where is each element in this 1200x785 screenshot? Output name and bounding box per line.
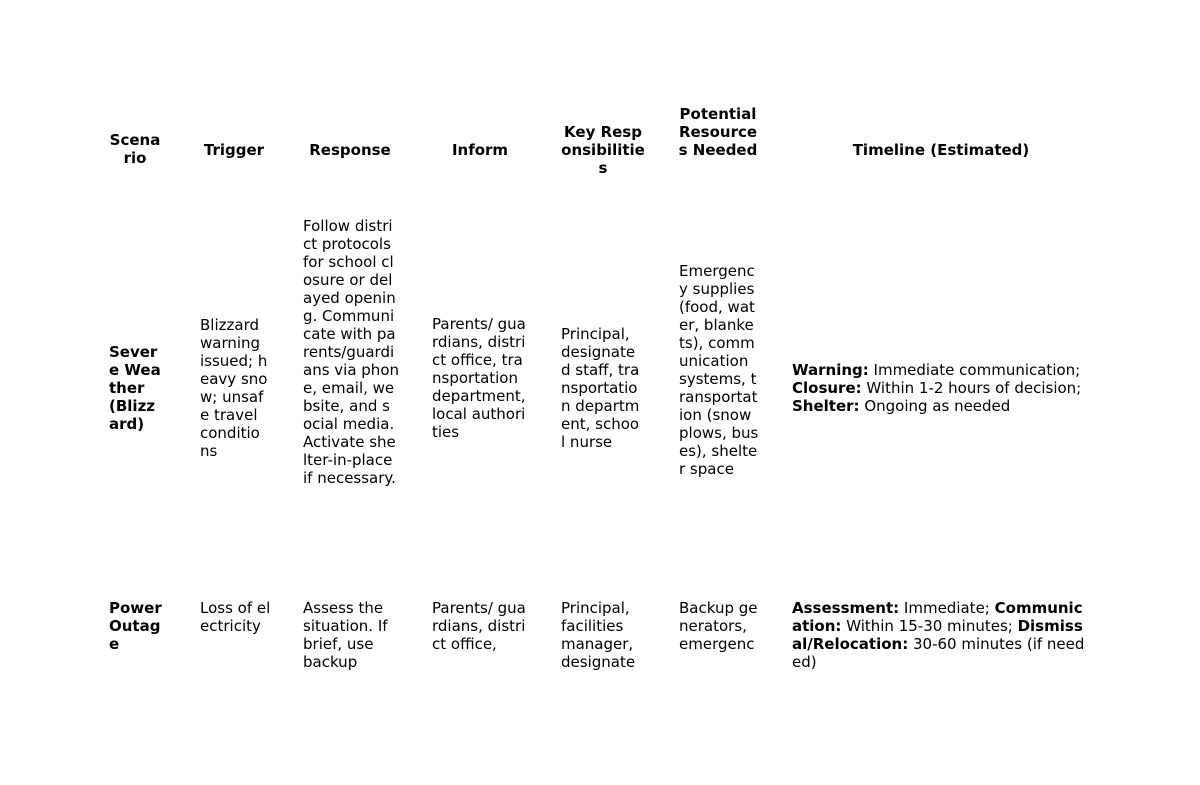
row1-key-responsibilities: Principal, designated staff, transportation department, school nurse [561,325,640,451]
header-potential-resources: Potential Resources Needed [678,105,758,159]
row1-timeline [792,361,1092,415]
row2-resources: Backup generators, emergenc [679,599,758,653]
header-trigger: Trigger [203,141,265,159]
row1-resources: Emergency supplies (food, water, blankets), communication systems, transportation (snow plows, buses), shelter space [679,262,759,478]
row2-timeline-text-1: Immediate; [899,599,995,617]
row2-trigger: Loss of electricity [200,599,271,635]
header-response: Response [309,141,391,159]
row2-timeline-text-2: Within 15-30 minutes; [841,617,1018,635]
row1-timeline-text-3: Ongoing as needed [859,397,1011,415]
row1-timeline-label-1: Warning: [792,361,869,379]
row1-trigger: Blizzard warning issued; heavy snow; unsafe travel conditions [200,316,268,460]
row2-timeline-label-2: Communication: [792,599,1083,635]
row2-scenario: Power Outage [109,599,162,653]
row1-timeline-text-1: Immediate communication; [868,361,1081,379]
row2-timeline-text-3: 30-60 minutes (if needed) [792,635,1085,671]
header-scenario: Scenario [109,131,161,167]
row2-timeline-label-1: Assessment: [792,599,900,617]
row2-inform: Parents/ guardians, district office, [432,599,526,653]
row1-timeline-label-3: Shelter: [792,397,860,415]
row1-timeline-text-2: Within 1-2 hours of decision; [861,379,1082,397]
row1-response: Follow district protocols for school closure or delayed opening. Communicate with parents/guardians via phone, email, website, and social media. Activate shelter-in-place if necessary. [303,217,399,487]
row2-timeline-label-3: Dismissal/Relocation: [792,617,1083,653]
row1-scenario: Severe Weather (Blizzard) [109,343,161,433]
header-timeline: Timeline (Estimated) [852,141,1030,159]
header-inform: Inform [451,141,509,159]
header-key-responsibilities: Key Responsibilities [561,123,645,177]
row2-key-responsibilities: Principal, facilities manager, designate [561,599,636,671]
row2-timeline [792,599,1092,671]
row1-inform: Parents/ guardians, district office, transportation department, local authorities [432,315,526,441]
row2-response: Assess the situation. If brief, use backup [303,599,388,671]
row1-timeline-label-2: Closure: [792,379,862,397]
